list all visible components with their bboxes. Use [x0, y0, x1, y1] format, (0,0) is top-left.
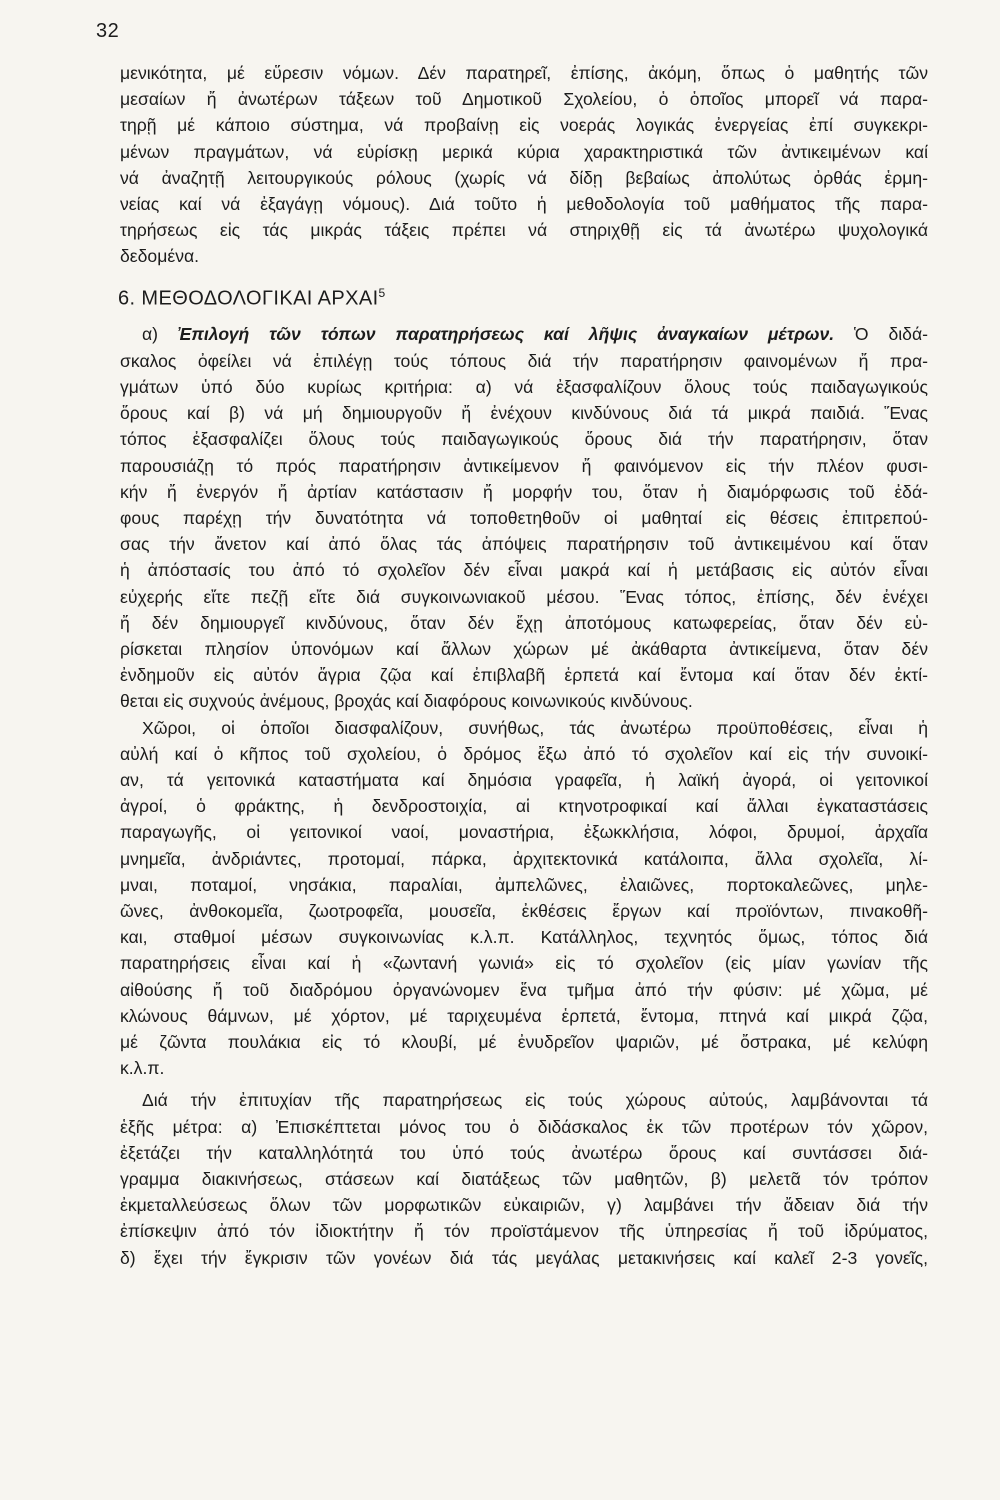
text-line: γραμμα διακινήσεως, στάσεων καί διατάξεως τῶν μαθητῶν, β) μελετᾶ τόν τρόπον [120, 1168, 928, 1189]
text-line: εὐχερής εἴτε πεζῇ εἴτε διά συγκοινωνιακοῦ μέσου. Ἕνας τόπος, ἐπίσης, δέν ἐνέχει [120, 586, 928, 607]
places-paragraph [120, 715, 928, 1082]
text-line: φους παρέχῃ τήν δυνατότητα νά τοποθετηθοῦν οἱ μαθηταί εἰς θέσεις ἐπιτρεπού- [120, 507, 928, 528]
subsection-prefix: α) [142, 324, 159, 345]
text-line: τηρήσεως εἰς τάς μικράς τάξεις πρέπει νά στηριχθῇ εἰς τά ἀνωτέρω ψυχολογικά [120, 220, 928, 241]
text-line: ρίσκεται πλησίον ὑπονόμων καί ἄλλων χώρων μέ ἀκάθαρτα ἀντικείμενα, ὅταν δέν [120, 638, 928, 659]
text-line: δεδομένα. [120, 246, 200, 267]
text-line: αἰθούσης ἤ τοῦ διαδρόμου ὀργανώνομεν ἕνα τμῆμα ἀπό τήν φύσιν: μέ χῶμα, μέ [120, 979, 928, 1000]
text-line: νά ἀναζητῇ λειτουργικούς ρόλους (χωρίς νά δίδῃ βεβαίως ἀπολύτως ὀρθάς ἑρμη- [120, 167, 928, 188]
text-line: ἤ δέν δημιουργεῖ κινδύνους, ὅταν δέν ἔχῃ ἀποτόμους κατωφερείας, ὅταν δέν εὑ- [120, 612, 928, 633]
text-line: κήν ἤ ἐνεργόν ἤ ἀρτίαν κατάστασιν ἤ μορφήν του, ὅταν ἡ διαμόρφωσις τοῦ ἐδά- [120, 481, 928, 502]
measures-paragraph [120, 1087, 928, 1270]
text-line: ἀγροί, ὁ φράκτης, ἡ δενδροστοιχία, αἱ κτηνοτροφικαί καί ἄλλαι ἐγκαταστάσεις [120, 796, 928, 817]
text-line: νείας καί νά ἐξαγάγῃ νόμους). Διά τοῦτο ἡ μεθοδολογία τοῦ μαθήματος τῆς παρα- [120, 194, 928, 215]
text-line: παρατηρήσεις εἶναι καί ἡ «ζωντανή γωνιά» εἰς τό σχολεῖον (εἰς μίαν γωνίαν τῆς [120, 953, 928, 974]
text-line: παρουσιάζῃ τό πρός παρατήρησιν ἀντικείμενον ἤ φαινόμενον εἰς τήν πλέον φυσι- [120, 455, 928, 476]
text-line: ἐπίσκεψιν ἀπό τόν ἰδιοκτήτην ἤ τόν προϊστάμενον τῆς ὑπηρεσίας ἤ τοῦ ἱδρύματος, [120, 1221, 928, 1242]
text-line: ἐκμεταλλεύσεως ὅλων τῶν μορφωτικῶν εὐκαιριῶν, γ) λαμβάνει τήν ἄδειαν διά τήν [120, 1195, 928, 1216]
text-line: ῶνες, ἀνθοκομεῖα, ζωοτροφεῖα, μουσεῖα, ἐκθέσεις ἔργων καί προϊόντων, πινακοθῆ- [120, 900, 928, 921]
footnote-marker: 5 [378, 285, 386, 300]
section-heading [118, 280, 928, 312]
text-line: ἡ ἀπόστασίς του ἀπό τό σχολεῖον δέν εἶναι μακρά καί ἡ μετάβασις εἰς αὐτόν εἶναι [120, 560, 928, 581]
text-line: μεσαίων ἤ ἀνωτέρων τάξεων τοῦ Δημοτικοῦ Σχολείου, ὁ ὁποῖος μπορεῖ νά παρα- [120, 89, 928, 110]
subsection-paragraph [120, 321, 928, 714]
subsection-title: Ἐπιλογή τῶν τόπων παρατηρήσεως καί λῆψις ἀναγκαίων μέτρων. [177, 324, 835, 345]
text-line: μενικότητα, μέ εὕρεσιν νόμων. Δέν παρατηρεῖ, ἐπίσης, ἀκόμη, ὅπως ὁ μαθητής τῶν [120, 63, 928, 83]
text-line: σκαλος ὀφείλει νά ἐπιλέγῃ τούς τόπους διά τήν παρατήρησιν φαινομένων ἤ πρα- [120, 350, 928, 371]
text-line: ἐνδημοῦν εἰς αὐτόν ἄγρια ζῷα καί ἐπιβλαβῆ ἑρπετά καί ἔντομα καί ὅταν δέν ἐκτί- [120, 665, 928, 686]
text-line: και, σταθμοί μέσων συγκοινωνίας κ.λ.π. Κατάλληλος, τεχνητός ὅμως, τόπος διά [120, 927, 928, 948]
text-line: κλώνους θάμνων, μέ χόρτον, μέ ταριχευμένα ἑρπετά, ἔντομα, πτηνά καί μικρά ζῷα, [120, 1005, 928, 1026]
subsection-first-line [120, 321, 928, 347]
text-line: τόπος ἐξασφαλίζει ὅλους τούς παιδαγωγικούς ὅρους διά τήν παρατήρησιν, ὅταν [120, 429, 928, 450]
text-line: δ) ἔχει τήν ἔγκρισιν τῶν γονέων διά τάς μεγάλας μετακινήσεις καί καλεῖ 2-3 γονεῖς, [120, 1247, 928, 1268]
text-line: Διά τήν ἐπιτυχίαν τῆς παρατηρήσεως εἰς τούς χώρους αὐτούς, λαμβάνονται τά [142, 1090, 928, 1111]
page-number: 32 [96, 20, 120, 42]
text-line: κ.λ.π. [120, 1058, 165, 1079]
text-line: σας τήν ἄνετον καί ἀπό ὅλας τάς ἀπόψεις παρατήρησιν τοῦ ἀντικειμένου καί ὅταν [120, 534, 928, 555]
text-line: μναι, ποταμοί, νησάκια, παραλίαι, ἀμπελῶνες, ἐλαιῶνες, πορτοκαλεῶνες, μηλε- [120, 874, 928, 895]
text-line: αν, τά γειτονικά καταστήματα καί δημόσια γραφεῖα, ἡ λαϊκή ἀγορά, οἱ γειτονικοί [120, 769, 928, 790]
text-line: μένων πραγμάτων, νά εὑρίσκῃ μερικά κύρια χαρακτηριστικά τῶν ἀντικειμένων καί [120, 141, 928, 162]
text-line: θεται εἰς συχνούς ἀνέμους, βροχάς καί διαφόρους κοινωνικούς κινδύνους. [120, 691, 693, 712]
page-text [120, 60, 928, 1271]
text-line: ἐξετάζει τήν καταλληλότητά του ὑπό τούς ἀνωτέρω ὅρους καί συντάσσει διά- [120, 1142, 928, 1163]
text-line: ἑξῆς μέτρα: α) Ἐπισκέπτεται μόνος του ὁ διδάσκαλος ἐκ τῶν προτέρων τόν χῶρον, [120, 1116, 928, 1137]
text-line: μνημεῖα, ἀνδριάντες, προτομαί, πάρκα, ἀρχιτεκτονικά κατάλοιπα, ἄλλα σχολεῖα, λί- [120, 848, 928, 869]
text-line: μέ ζῶντα πουλάκια εἰς τό κλουβί, μέ ἐνυδρεῖον ψαριῶν, μέ ὄστρακα, μέ κελύφη [120, 1031, 928, 1052]
intro-paragraph [120, 60, 928, 270]
text-line: τηρῇ μέ κάποιο σύστημα, νά προβαίνῃ εἰς νοεράς λογικάς ἐνεργείας ἐπί συγκεκρι- [120, 115, 928, 136]
text-line: αὐλή καί ὁ κῆπος τοῦ σχολείου, ὁ δρόμος ἔξω ἀπό τό σχολεῖον καί εἰς τήν συνοικί- [120, 743, 928, 764]
text-line: ὅρους καί β) νά μή δημιουργοῦν ἤ ἐνέχουν κινδύνους διά τά μικρά παιδιά. Ἕνας [120, 403, 928, 424]
section-heading-text: 6. ΜΕΘΟΔΟΛΟΓΙΚΑΙ ΑΡΧΑΙ [118, 287, 379, 310]
text-line: γμάτων ὑπό δύο κυρίως κριτήρια: α) νά ἐξασφαλίζουν ὅλους τούς παιδαγωγικούς [120, 376, 928, 397]
subsection-first-line-rest: Ὁ διδά- [854, 324, 928, 345]
text-line: παραγωγῆς, οἱ γειτονικοί ναοί, μοναστήρια, ἐξωκκλήσια, λόφοι, δρυμοί, ἀρχαῖα [120, 822, 928, 843]
text-line: Χῶροι, οἱ ὁποῖοι διασφαλίζουν, συνήθως, τάς ἀνωτέρω προϋποθέσεις, εἶναι ἡ [142, 717, 928, 738]
